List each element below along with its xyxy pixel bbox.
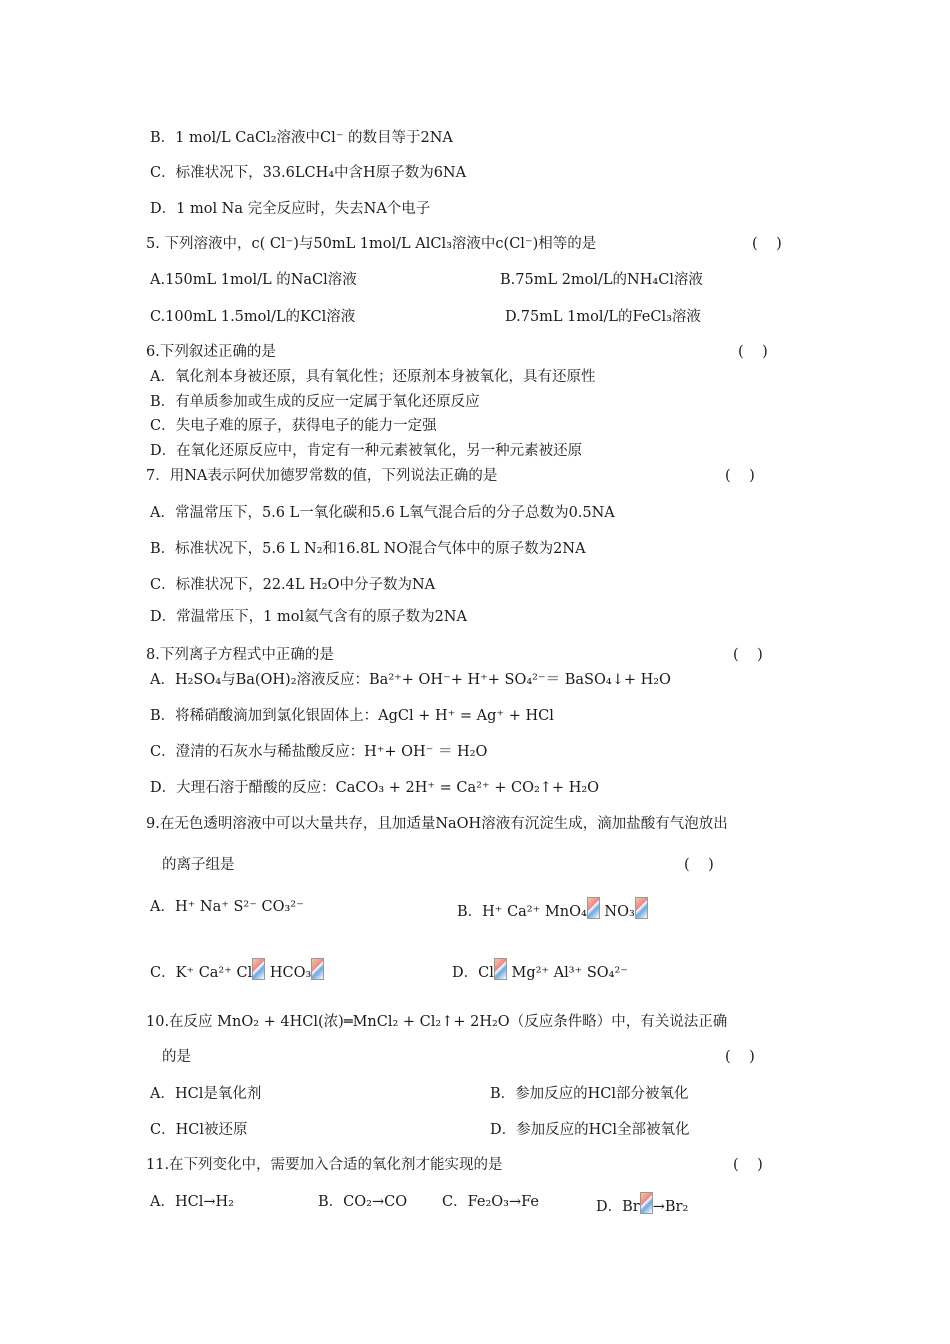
broken-image-icon bbox=[587, 897, 600, 919]
q9-stem-line2: 的离子组是 bbox=[162, 857, 235, 873]
q11-answer-paren: ( ) bbox=[733, 1157, 763, 1173]
q9-answer-paren: ( ) bbox=[684, 857, 714, 873]
q6-option-a: A．氧化剂本身被还原，具有氧化性；还原剂本身被氧化，具有还原性 bbox=[150, 369, 596, 385]
q11-option-d-text2: →Br₂ bbox=[652, 1199, 689, 1215]
q4-option-c: C．标准状况下，33.6LCH₄中含H原子数为6NA bbox=[150, 165, 467, 181]
q10-stem-line2: 的是 bbox=[162, 1049, 191, 1065]
q5-option-c: C.100mL 1.5mol/L的KCl溶液 bbox=[150, 309, 356, 325]
q7-option-a: A．常温常压下，5.6 L一氧化碳和5.6 L氧气混合后的分子总数为0.5NA bbox=[150, 505, 615, 521]
q11-option-c: C．Fe₂O₃→Fe bbox=[442, 1194, 539, 1210]
q7-option-b: B．标准状况下，5.6 L N₂和16.8L NO混合气体中的原子数为2NA bbox=[150, 541, 586, 557]
q9-option-a: A．H⁺ Na⁺ S²⁻ CO₃²⁻ bbox=[150, 899, 304, 915]
q9-option-d-text: D．Cl bbox=[452, 965, 494, 981]
q5-answer-paren: ( ) bbox=[752, 236, 782, 252]
broken-image-icon bbox=[640, 1192, 653, 1214]
broken-image-icon bbox=[252, 958, 265, 980]
q7-option-d: D．常温常压下，1 mol氦气含有的原子数为2NA bbox=[150, 609, 467, 625]
q6-stem: 6.下列叙述正确的是 bbox=[146, 344, 276, 360]
q9-option-c-text2: HCO₃ bbox=[269, 965, 312, 981]
broken-image-icon bbox=[494, 958, 507, 980]
q8-option-b: B．将稀硝酸滴加到氯化银固体上：AgCl + H⁺ = Ag⁺ + HCl bbox=[150, 708, 554, 724]
q10-stem-line1: 10.在反应 MnO₂ + 4HCl(浓)═MnCl₂ + Cl₂↑+ 2H₂O（反应条件略）中，有关说法正确 bbox=[146, 1014, 728, 1030]
broken-image-icon bbox=[635, 897, 648, 919]
q11-option-d bbox=[596, 1192, 688, 1217]
q8-answer-paren: ( ) bbox=[733, 647, 763, 663]
q11-stem: 11.在下列变化中，需要加入合适的氧化剂才能实现的是 bbox=[146, 1157, 503, 1173]
q9-option-b-text: B．H⁺ Ca²⁺ MnO₄ bbox=[457, 904, 587, 920]
q11-option-d-text: D．Br bbox=[596, 1199, 640, 1215]
q11-option-a: A．HCl→H₂ bbox=[150, 1194, 234, 1210]
q9-option-c-text: C．K⁺ Ca²⁺ Cl bbox=[150, 965, 253, 981]
broken-image-icon bbox=[311, 958, 324, 980]
q5-option-b: B.75mL 2mol/L的NH₄Cl溶液 bbox=[500, 272, 703, 288]
q10-option-a: A．HCl是氧化剂 bbox=[150, 1086, 262, 1102]
q10-option-d: D．参加反应的HCl全部被氧化 bbox=[490, 1122, 690, 1138]
q9-option-c bbox=[150, 958, 324, 983]
q5-option-a: A.150mL 1mol/L 的NaCl溶液 bbox=[150, 272, 357, 288]
q6-option-b: B．有单质参加或生成的反应一定属于氧化还原反应 bbox=[150, 394, 480, 410]
q11-option-b: B．CO₂→CO bbox=[318, 1194, 408, 1210]
q9-option-d bbox=[452, 958, 628, 983]
q9-option-d-text2: Mg²⁺ Al³⁺ SO₄²⁻ bbox=[511, 965, 628, 981]
q8-stem: 8.下列离子方程式中正确的是 bbox=[146, 647, 334, 663]
q7-option-c: C．标准状况下，22.4L H₂O中分子数为NA bbox=[150, 577, 436, 593]
q6-answer-paren: ( ) bbox=[738, 344, 768, 360]
q4-option-b: B．1 mol/L CaCl₂溶液中Cl⁻ 的数目等于2NA bbox=[150, 130, 453, 146]
q8-option-d: D．大理石溶于醋酸的反应：CaCO₃ + 2H⁺ = Ca²⁺ + CO₂↑+ H₂O bbox=[150, 780, 600, 796]
q4-option-d: D．1 mol Na 完全反应时，失去NA个电子 bbox=[150, 201, 431, 217]
q6-option-c: C．失电子难的原子，获得电子的能力一定强 bbox=[150, 418, 437, 434]
q6-option-d: D．在氧化还原反应中，肯定有一种元素被氧化，另一种元素被还原 bbox=[150, 443, 583, 459]
q8-option-c: C．澄清的石灰水与稀盐酸反应：H⁺+ OH⁻ ＝ H₂O bbox=[150, 744, 488, 760]
q5-option-d: D.75mL 1mol/L的FeCl₃溶液 bbox=[505, 309, 701, 325]
q7-answer-paren: ( ) bbox=[725, 468, 755, 484]
q10-option-c: C．HCl被还原 bbox=[150, 1122, 248, 1138]
q5-stem: 5. 下列溶液中，c( Cl⁻)与50mL 1mol/L AlCl₃溶液中c(Cl⁻)相等的是 bbox=[146, 236, 597, 252]
q10-option-b: B．参加反应的HCl部分被氧化 bbox=[490, 1086, 689, 1102]
q8-option-a: A．H₂SO₄与Ba(OH)₂溶液反应：Ba²⁺+ OH⁻+ H⁺+ SO₄²⁻＝ BaSO₄↓+ H₂O bbox=[150, 672, 671, 688]
q10-answer-paren: ( ) bbox=[725, 1049, 755, 1065]
q9-stem-line1: 9.在无色透明溶液中可以大量共存，且加适量NaOH溶液有沉淀生成，滴加盐酸有气泡放出 bbox=[146, 816, 728, 832]
q9-option-b bbox=[457, 897, 648, 922]
q7-stem: 7．用NA表示阿伏加德罗常数的值，下列说法正确的是 bbox=[146, 468, 498, 484]
q9-option-b-text2: NO₃ bbox=[604, 904, 635, 920]
